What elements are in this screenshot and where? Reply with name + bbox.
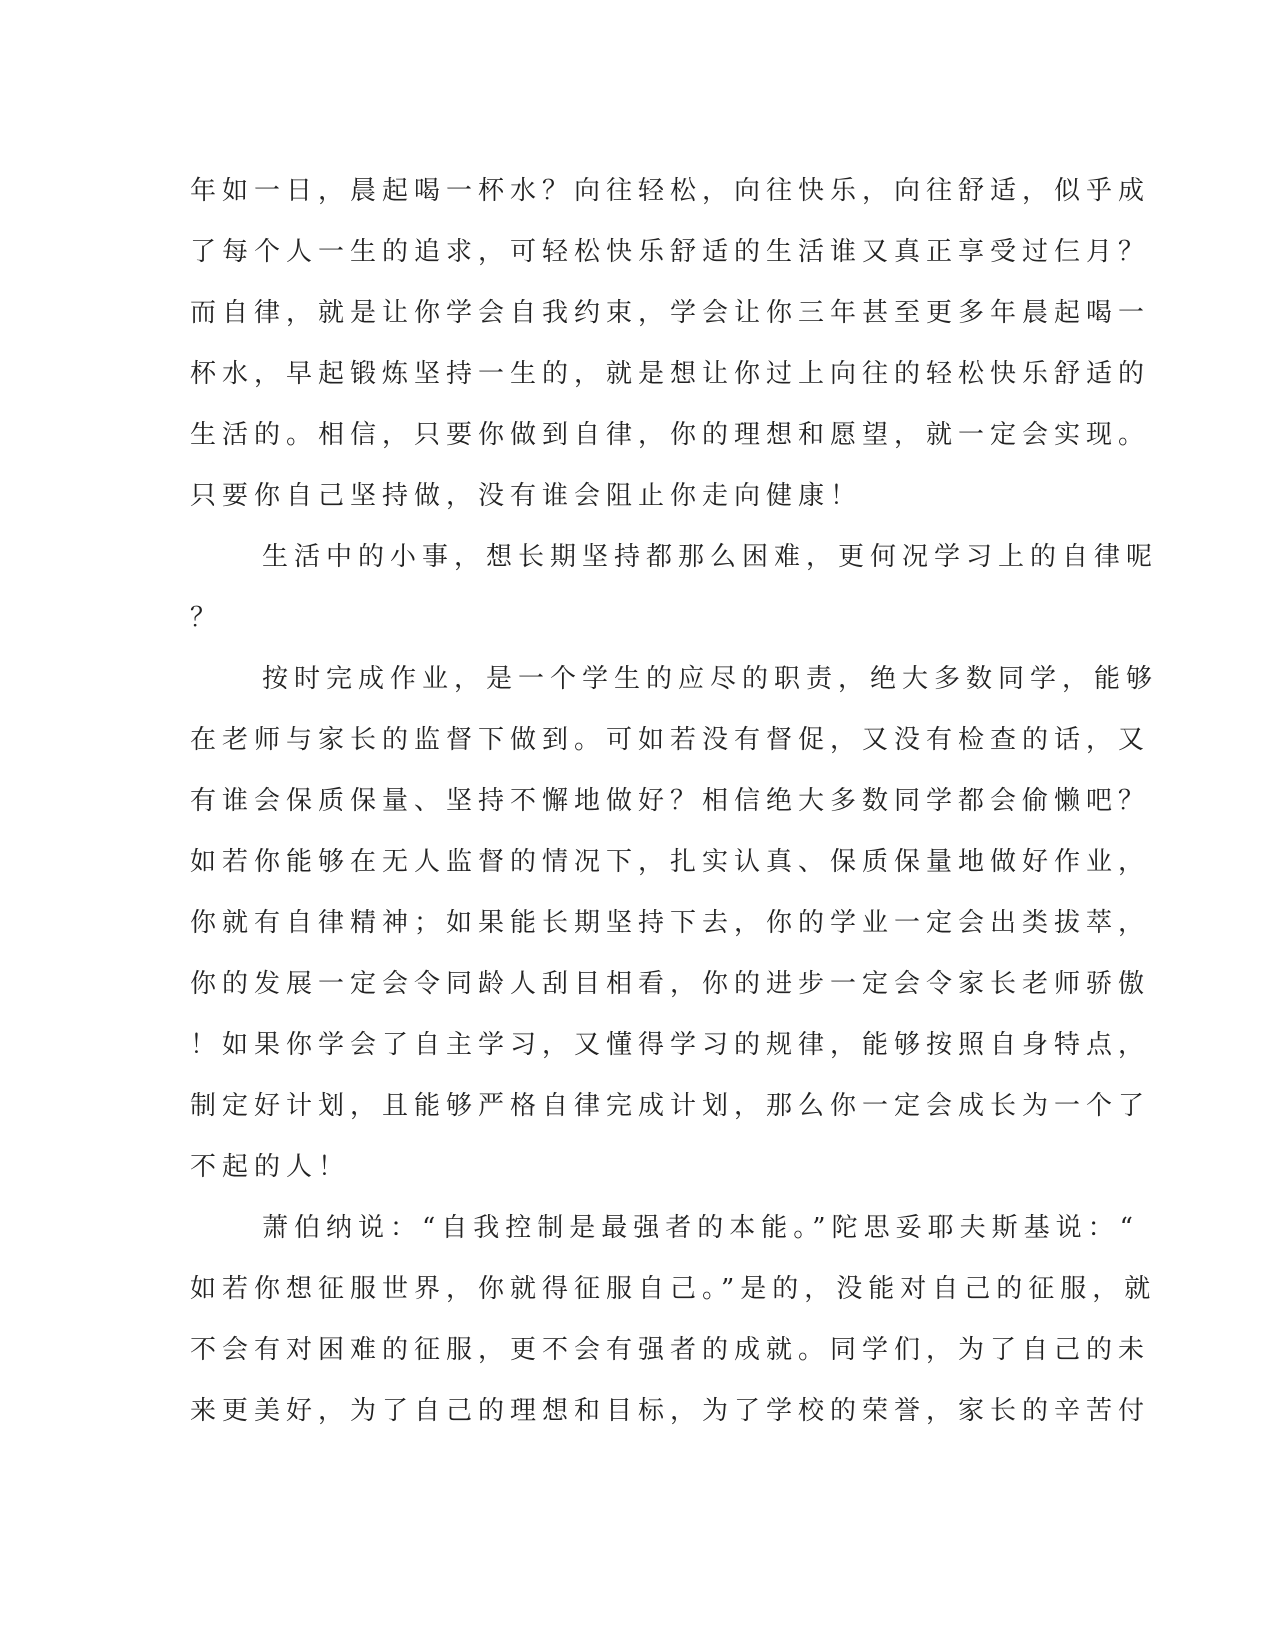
text-line: 不起的人！ xyxy=(190,1152,351,1182)
text-line: 而自律，就是让你学会自我约束，学会让你三年甚至更多年晨起喝一 xyxy=(190,298,1151,328)
paragraph-first-line: 萧伯纳说：“自我控制是最强者的本能。”陀思妥耶夫斯基说：“ xyxy=(262,1213,1139,1243)
text-line: 年如一日，晨起喝一杯水？向往轻松，向往快乐，向往舒适，似乎成 xyxy=(190,176,1151,206)
text-line: 只要你自己坚持做，没有谁会阻止你走向健康！ xyxy=(190,481,863,511)
text-line: 如若你能够在无人监督的情况下，扎实认真、保质保量地做好作业， xyxy=(190,847,1151,877)
text-line: ？ xyxy=(190,603,223,633)
text-line: 来更美好，为了自己的理想和目标，为了学校的荣誉，家长的辛苦付 xyxy=(190,1396,1151,1426)
text-line: 你的发展一定会令同龄人刮目相看，你的进步一定会令家长老师骄傲 xyxy=(190,969,1151,999)
text-line: 生活的。相信，只要你做到自律，你的理想和愿望，就一定会实现。 xyxy=(190,420,1151,450)
text-line: 杯水，早起锻炼坚持一生的，就是想让你过上向往的轻松快乐舒适的 xyxy=(190,359,1151,389)
text-line: 不会有对困难的征服，更不会有强者的成就。同学们，为了自己的未 xyxy=(190,1335,1151,1365)
paragraph-first-line: 生活中的小事，想长期坚持都那么困难，更何况学习上的自律呢 xyxy=(262,542,1159,572)
text-line: 有谁会保质保量、坚持不懈地做好？相信绝大多数同学都会偷懒吧？ xyxy=(190,786,1151,816)
document-body xyxy=(190,161,1159,1442)
text-line: 在老师与家长的监督下做到。可如若没有督促，又没有检查的话，又 xyxy=(190,725,1151,755)
text-line: 你就有自律精神；如果能长期坚持下去，你的学业一定会出类拔萃， xyxy=(190,908,1151,938)
text-line: 了每个人一生的追求，可轻松快乐舒适的生活谁又真正享受过仨月？ xyxy=(190,237,1151,267)
text-line: 制定好计划，且能够严格自律完成计划，那么你一定会成长为一个了 xyxy=(190,1091,1151,1121)
text-line: 如若你想征服世界，你就得征服自己。”是的，没能对自己的征服，就 xyxy=(190,1274,1157,1304)
paragraph-first-line: 按时完成作业，是一个学生的应尽的职责，绝大多数同学，能够 xyxy=(262,664,1159,694)
text-line: ！如果你学会了自主学习，又懂得学习的规律，能够按照自身特点， xyxy=(190,1030,1151,1060)
